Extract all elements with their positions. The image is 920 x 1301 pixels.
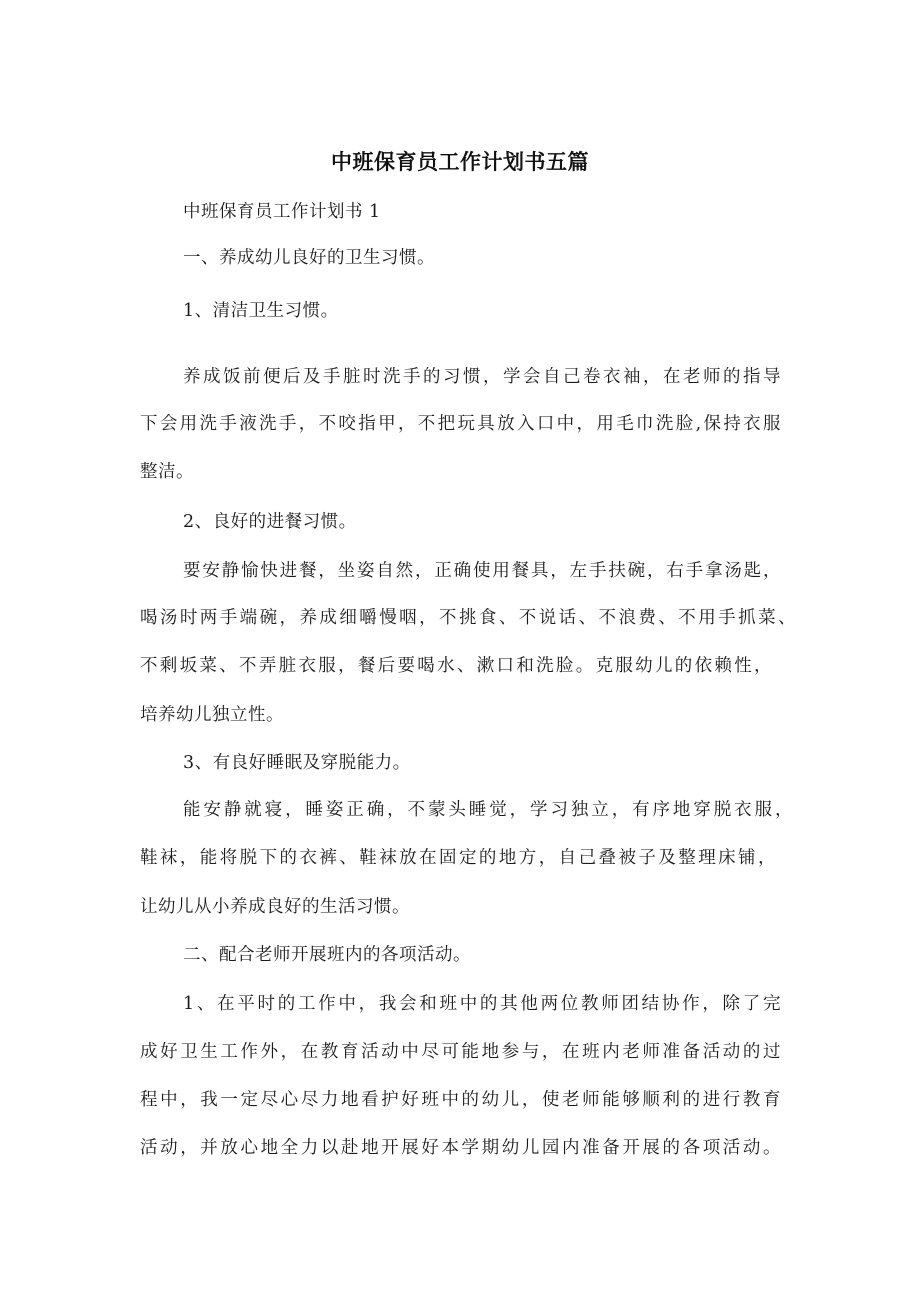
paragraph-line: 成好卫生工作外，在教育活动中尽可能地参与，在班内老师准备活动的过 xyxy=(140,1042,781,1062)
paragraph-line: 鞋袜，能将脱下的衣裤、鞋袜放在固定的地方，自己叠被子及整理床铺， xyxy=(140,848,776,868)
paragraph-line: 要安静愉快进餐，坐姿自然，正确使用餐具，左手扶碗，右手拿汤匙， xyxy=(183,561,781,581)
paragraph-line: 程中，我一定尽心尽力地看护好班中的幼儿，使老师能够顺利的进行教育 xyxy=(140,1090,781,1110)
document-title: 中班保育员工作计划书五篇 xyxy=(331,150,589,174)
heading-habits: 一、养成幼儿良好的卫生习惯。 xyxy=(183,248,435,268)
paragraph-line: 喝汤时两手端碗，养成细嚼慢咽，不挑食、不说话、不浪费、不用手抓菜、 xyxy=(140,608,796,628)
paragraph-line: 让幼儿从小养成良好的生活习惯。 xyxy=(140,897,410,917)
paragraph-line: 活动，并放心地全力以赴地开展好本学期幼儿园内准备开展的各项活动。 xyxy=(140,1138,781,1158)
subheading-sleep: 3、有良好睡眠及穿脱能力。 xyxy=(183,753,411,773)
subheading-eating: 2、良好的进餐习惯。 xyxy=(183,512,357,532)
paragraph-line: 1、在平时的工作中，我会和班中的其他两位教师团结协作，除了完 xyxy=(183,994,781,1014)
paragraph-line: 下会用洗手液洗手，不咬指甲，不把玩具放入口中，用毛巾洗脸,保持衣服 xyxy=(140,414,781,434)
section-heading-1: 中班保育员工作计划书 1 xyxy=(183,202,381,222)
paragraph-line: 不剩坂菜、不弄脏衣服，餐后要喝水、漱口和洗脸。克服幼儿的依赖性， xyxy=(140,656,772,676)
paragraph-line: 整洁。 xyxy=(140,462,194,482)
paragraph-line: 能安静就寝，睡姿正确，不蒙头睡觉，学习独立，有序地穿脱衣服， xyxy=(183,800,793,820)
paragraph-line: 养成饭前便后及手脏时洗手的习惯，学会自己卷衣袖，在老师的指导 xyxy=(183,367,781,387)
paragraph-line: 培养幼儿独立性。 xyxy=(140,705,284,725)
subheading-cleanliness: 1、清洁卫生习惯。 xyxy=(183,301,339,321)
heading-activities: 二、配合老师开展班内的各项活动。 xyxy=(183,945,471,965)
